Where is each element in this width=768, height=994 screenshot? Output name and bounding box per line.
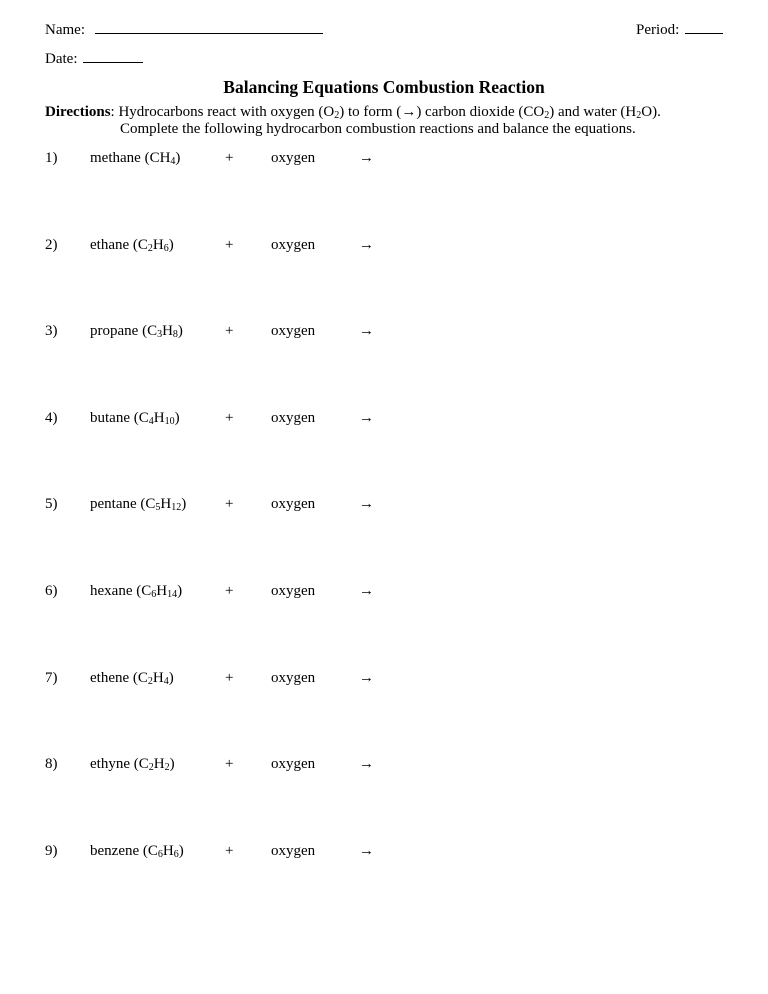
subscript: 4 — [148, 415, 154, 427]
page-title: Balancing Equations Combustion Reaction — [223, 77, 545, 97]
directions-text: ) to form ( — [339, 104, 402, 120]
period-field[interactable] — [636, 19, 723, 39]
oxygen-reactant: oxygen — [271, 496, 316, 513]
problem-row — [0, 323, 768, 343]
chemical-formula: $(C_2H_4)$ — [132, 669, 174, 687]
subscript: 8 — [172, 329, 178, 341]
element-symbol: C — [137, 236, 148, 253]
hydrocarbon-reactant — [90, 496, 186, 513]
element-symbol: H — [153, 409, 165, 426]
date-blank[interactable] — [83, 48, 143, 63]
chemical-formula: $(C_6H_6)$ — [139, 842, 184, 860]
arrow-icon: → — [359, 669, 374, 686]
problem-number: 6) — [45, 583, 58, 599]
name-field[interactable] — [45, 19, 323, 39]
subscript: 2 — [164, 762, 170, 774]
subscript: 2 — [147, 675, 153, 687]
hydrocarbon-reactant — [90, 237, 174, 254]
oxygen-reactant: oxygen — [271, 583, 316, 599]
problem-row — [0, 410, 768, 430]
arrow-icon: → — [359, 756, 374, 773]
problem-row — [0, 756, 768, 776]
problem-number: 9) — [45, 842, 58, 859]
oxygen-reactant: oxygen — [271, 842, 316, 859]
arrow-icon: → — [359, 323, 374, 340]
directions-text: : Hydrocarbons react with oxygen (O — [110, 104, 335, 120]
hydrocarbon-name: propane — [90, 323, 139, 340]
directions-text: ) and water (H — [549, 104, 637, 120]
element-symbol: H — [152, 236, 164, 253]
subscript: 6 — [157, 848, 163, 860]
subscript: 2 — [148, 762, 154, 774]
subscript: 3 — [157, 329, 163, 341]
problem-row — [0, 583, 768, 603]
problem-number: 5) — [45, 496, 58, 513]
hydrocarbon-name: pentane — [90, 496, 137, 513]
element-symbol: H — [162, 842, 174, 859]
directions-text: ) carbon dioxide (CO — [416, 104, 545, 120]
oxygen-reactant: oxygen — [271, 150, 316, 166]
chemical-formula: $(C_4H_{10})$ — [129, 409, 180, 427]
subscript: 10 — [164, 415, 175, 427]
hydrocarbon-name: methane — [90, 150, 141, 166]
subscript: 2 — [334, 110, 340, 121]
hydrocarbon-reactant — [90, 583, 182, 600]
element-symbol: H — [162, 323, 173, 340]
subscript: 2 — [544, 110, 550, 121]
oxygen-reactant: oxygen — [271, 323, 316, 340]
chemical-formula: $(C_5H_{12})$ — [136, 496, 187, 514]
problem-row — [0, 496, 768, 516]
directions-line-1 — [45, 104, 661, 121]
element-symbol: C — [147, 323, 158, 340]
subscript: 2 — [147, 242, 153, 254]
subscript: 14 — [167, 589, 178, 600]
hydrocarbon-reactant — [90, 410, 180, 427]
subscript: 6 — [163, 242, 169, 254]
subscript: 6 — [151, 589, 157, 600]
problem-row — [0, 670, 768, 690]
plus-sign: + — [225, 583, 234, 599]
problem-number: 7) — [45, 669, 58, 686]
hydrocarbon-reactant — [90, 843, 184, 860]
plus-sign: + — [225, 842, 234, 859]
date-field[interactable] — [45, 48, 143, 68]
hydrocarbon-name: benzene — [90, 842, 140, 859]
period-blank[interactable] — [685, 19, 723, 34]
subscript: 4 — [163, 675, 169, 687]
chemical-formula: $(C_6H_{14})$ — [132, 583, 183, 600]
arrow-icon: → — [401, 104, 417, 120]
plus-sign: + — [225, 409, 234, 426]
element-symbol: H — [160, 496, 172, 513]
element-symbol: C — [145, 496, 156, 513]
hydrocarbon-reactant — [90, 670, 174, 687]
subscript: 12 — [171, 502, 182, 514]
chemical-formula: $(C_2H_2)$ — [133, 756, 175, 774]
problem-row — [0, 843, 768, 863]
name-blank[interactable] — [95, 19, 323, 34]
problem-number: 2) — [45, 236, 58, 253]
oxygen-reactant: oxygen — [271, 409, 316, 426]
plus-sign: + — [225, 669, 234, 686]
problem-number: 1) — [45, 150, 58, 166]
problem-number: 3) — [45, 323, 58, 340]
problem-row — [0, 237, 768, 257]
arrow-icon: → — [359, 583, 374, 599]
element-symbol: C — [138, 409, 149, 426]
hydrocarbon-name: hexane — [90, 583, 133, 599]
arrow-icon: → — [359, 496, 374, 513]
subscript: 5 — [155, 502, 161, 514]
arrow-icon: → — [359, 236, 374, 253]
element-symbol: C — [137, 669, 148, 686]
element-symbol: H — [153, 756, 165, 773]
hydrocarbon-name: ethyne — [90, 756, 134, 773]
plus-sign: + — [225, 496, 234, 513]
subscript: 6 — [173, 848, 179, 860]
subscript: 2 — [636, 110, 642, 121]
hydrocarbon-name: ethene — [90, 669, 133, 686]
element-symbol: C — [138, 756, 149, 773]
period-label: Period: — [636, 22, 680, 38]
arrow-icon: → — [359, 842, 374, 859]
oxygen-reactant: oxygen — [271, 236, 316, 253]
plus-sign: + — [225, 323, 234, 340]
element-symbol: C — [149, 150, 160, 166]
plus-sign: + — [225, 756, 234, 773]
problem-row — [0, 150, 768, 170]
element-symbol: C — [147, 842, 158, 859]
chemical-formula: $(C_3H_8)$ — [138, 323, 183, 341]
problem-number: 4) — [45, 409, 58, 426]
hydrocarbon-reactant — [90, 323, 183, 340]
element-symbol: H — [159, 150, 171, 166]
plus-sign: + — [225, 150, 234, 166]
directions-text: O). — [641, 104, 661, 120]
name-label: Name: — [45, 22, 85, 38]
subscript: 4 — [170, 156, 176, 167]
chemical-formula: $(C_2H_6)$ — [129, 236, 174, 254]
plus-sign: + — [225, 236, 234, 253]
oxygen-reactant: oxygen — [271, 756, 316, 773]
oxygen-reactant: oxygen — [271, 669, 316, 686]
problem-number: 8) — [45, 756, 58, 773]
hydrocarbon-name: ethane — [90, 236, 130, 253]
chemical-formula: $(CH_4)$ — [140, 150, 181, 167]
hydrocarbon-reactant — [90, 756, 175, 773]
element-symbol: H — [156, 583, 168, 599]
directions-label: Directions — [45, 104, 111, 120]
element-symbol: C — [141, 583, 152, 599]
arrow-icon: → — [359, 150, 374, 166]
date-label: Date: — [45, 51, 78, 67]
element-symbol: H — [152, 669, 164, 686]
hydrocarbon-name: butane — [90, 409, 130, 426]
hydrocarbon-reactant — [90, 150, 180, 167]
arrow-icon: → — [359, 409, 374, 426]
directions-line-2: Complete the following hydrocarbon combustion reactions and balance the equations. — [120, 121, 636, 137]
